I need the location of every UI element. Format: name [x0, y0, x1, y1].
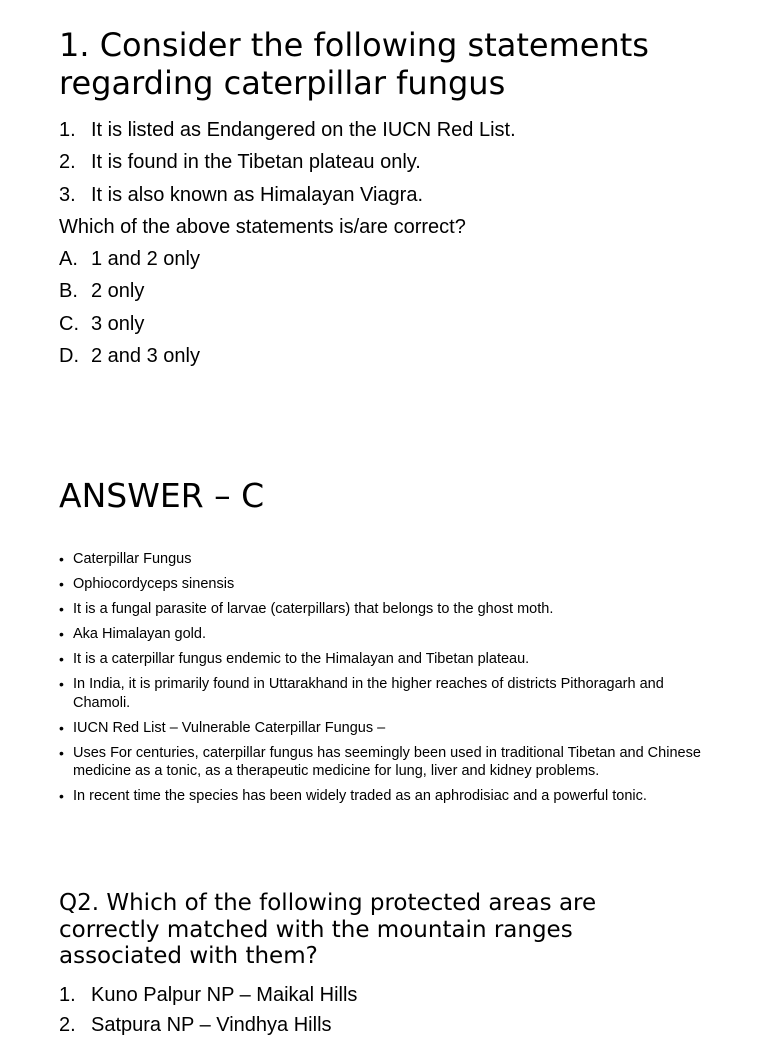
- question-prompt: [59, 211, 749, 243]
- list-item: [59, 575, 719, 594]
- bullet-icon: •: [59, 601, 64, 617]
- statement-number: 2.: [59, 151, 76, 174]
- list-item: [59, 650, 719, 669]
- question-1-title: 1. Consider the following statements regarding caterpillar fungus: [59, 26, 649, 102]
- list-item-text: Aka Himalayan gold.: [73, 626, 206, 642]
- list-item-text: Caterpillar Fungus: [73, 551, 192, 567]
- option-item: [59, 308, 749, 340]
- list-item: [59, 744, 719, 781]
- answer-heading: ANSWER – C: [59, 476, 265, 515]
- option-text: 2 and 3 only: [91, 345, 200, 368]
- statement-item: [59, 146, 749, 178]
- statement-item: [59, 179, 749, 211]
- statement-item: [59, 980, 749, 1010]
- list-item-text: Ophiocordyceps sinensis: [73, 576, 235, 592]
- statement-text: Satpura NP – Vindhya Hills: [91, 1014, 332, 1036]
- list-item-text: IUCN Red List – Vulnerable Caterpillar Fungus –: [73, 719, 386, 736]
- option-text: 2 only: [91, 280, 145, 303]
- option-letter: B.: [59, 280, 78, 303]
- list-item: [59, 625, 719, 644]
- list-item: [59, 787, 719, 806]
- option-letter: D.: [59, 345, 79, 368]
- bullet-icon: •: [59, 651, 64, 667]
- question-1-body: [59, 114, 749, 372]
- statement-number: 1.: [59, 984, 76, 1006]
- statement-text: It is also known as Himalayan Viagra.: [91, 183, 424, 206]
- list-item: [59, 719, 719, 738]
- question-2-title: Q2. Which of the following protected areas are correctly matched with the mountain ranges associated with them?: [59, 890, 597, 969]
- list-item-text: In India, it is primarily found in Uttarakhand in the higher reaches of districts Pithoragarh and Chamoli.: [73, 676, 664, 711]
- question-2-body: [59, 980, 749, 1040]
- bullet-icon: •: [59, 576, 64, 592]
- question-prompt-text: Which of the above statements is/are correct?: [59, 215, 466, 238]
- option-item: [59, 243, 749, 275]
- option-letter: A.: [59, 248, 78, 271]
- option-text: 1 and 2 only: [91, 248, 200, 271]
- statement-number: 1.: [59, 119, 76, 141]
- option-letter: C.: [59, 312, 79, 335]
- list-item-text: In recent time the species has been widely traded as an aphrodisiac and a powerful tonic.: [73, 788, 647, 805]
- list-item-text: It is a caterpillar fungus endemic to the Himalayan and Tibetan plateau.: [73, 651, 530, 667]
- list-item: [59, 550, 719, 569]
- bullet-icon: •: [59, 719, 64, 736]
- statement-item: [59, 1010, 749, 1040]
- list-item-text: It is a fungal parasite of larvae (caterpillars) that belongs to the ghost moth.: [73, 601, 554, 617]
- bullet-icon: •: [59, 744, 64, 761]
- option-item: [59, 340, 749, 372]
- statement-text: It is listed as Endangered on the IUCN Red List.: [91, 119, 516, 141]
- answer-explanation-list: [59, 550, 719, 812]
- bullet-icon: •: [59, 626, 64, 642]
- list-item: [59, 600, 719, 619]
- statement-text: It is found in the Tibetan plateau only.: [91, 151, 421, 174]
- bullet-icon: •: [59, 788, 64, 805]
- bullet-icon: •: [59, 676, 64, 692]
- statement-text: Kuno Palpur NP – Maikal Hills: [91, 984, 358, 1006]
- list-item-text: Uses For centuries, caterpillar fungus has seemingly been used in traditional Tibetan and Chinese medicine as a tonic, as a therapeutic medicine for lung, liver and kidney problems.: [73, 744, 701, 780]
- option-item: [59, 275, 749, 307]
- statement-number: 3.: [59, 183, 76, 206]
- option-text: 3 only: [91, 312, 145, 335]
- statement-number: 2.: [59, 1014, 76, 1036]
- statement-item: [59, 114, 749, 146]
- list-item: [59, 675, 719, 712]
- bullet-icon: •: [59, 551, 64, 567]
